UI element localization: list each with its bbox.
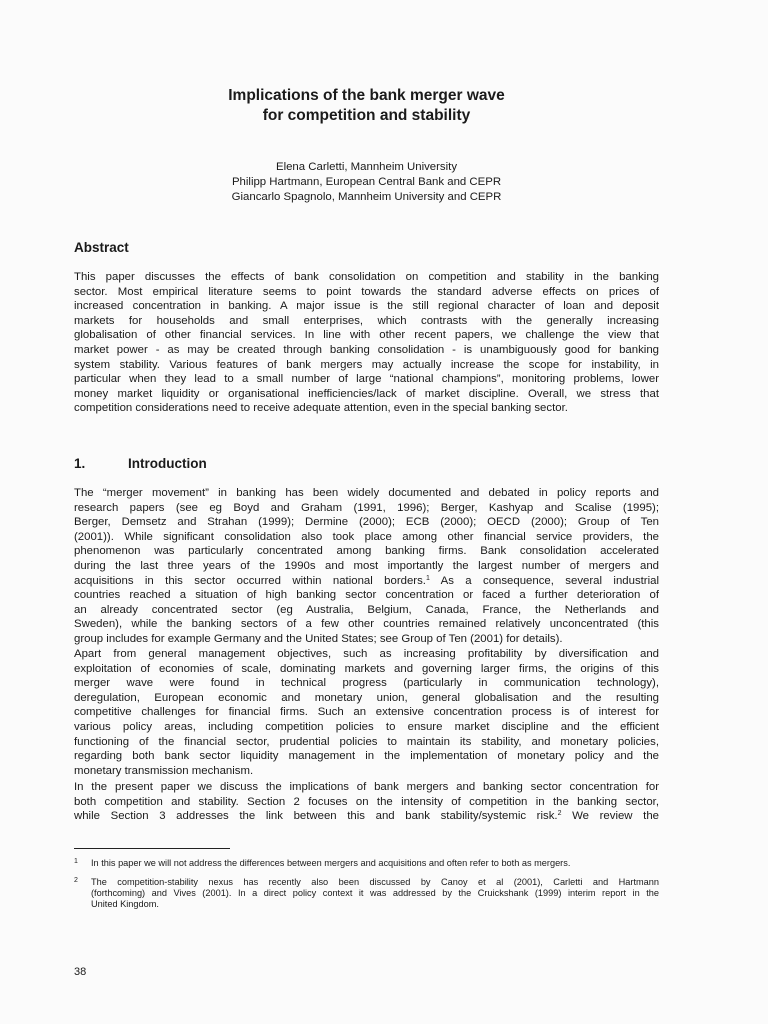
body-text: while Section 3 addresses the link between this and bank stability/systemic risk. bbox=[74, 810, 558, 823]
footnote-line: The competition-stability nexus has recently also been discussed by Canoy et al (2001), Carletti and Hartmann bbox=[91, 877, 659, 887]
footnote-1 bbox=[74, 858, 659, 869]
body-line: various policy areas, including competition policies to ensure market discipline and the efficient bbox=[74, 720, 659, 733]
body-line-with-footnote bbox=[74, 574, 659, 589]
body-text: As a consequence, several industrial bbox=[429, 574, 659, 587]
body-text: We review the bbox=[561, 810, 659, 823]
body-line: during the last three years of the 1990s and most importantly the largest number of mergers and bbox=[74, 559, 659, 572]
intro-paragraph-2 bbox=[74, 647, 659, 778]
abstract-line: This paper discusses the effects of bank consolidation on competition and stability in the banking bbox=[74, 271, 659, 283]
body-line: Sweden), while the banking sectors of a few other countries remained relatively unconcentrated (this bbox=[74, 618, 659, 631]
abstract-line: markets for households and small enterprises, which contrasts with the generally increasing bbox=[74, 314, 659, 327]
abstract-paragraph bbox=[74, 270, 659, 416]
footnote-divider bbox=[74, 848, 230, 849]
paper-title bbox=[74, 86, 659, 126]
intro-paragraph-3 bbox=[74, 780, 659, 824]
title-line-2: for competition and stability bbox=[262, 107, 471, 124]
abstract-line: system stability. Various features of bank mergers may actually increase the scope for instability, in bbox=[74, 358, 659, 371]
author-list bbox=[74, 160, 659, 204]
abstract-line: market power - as may be created through banking consolidation - is unambiguously good for banking bbox=[74, 343, 659, 356]
abstract-heading: Abstract bbox=[74, 240, 129, 255]
body-line: The “merger movement” in banking has been widely documented and debated in policy reports and bbox=[74, 487, 659, 499]
body-line: competitive challenges for financial firms. Such an extensive concentration process is of interest for bbox=[74, 706, 659, 719]
author-2: Philipp Hartmann, European Central Bank and CEPR bbox=[231, 175, 502, 188]
body-line: exploitation of economies of scale, dominating markets and governing larger firms, the origins of this bbox=[74, 662, 659, 675]
body-line: countries reached a situation of high banking sector concentration or faced a further deterioration of bbox=[74, 589, 659, 602]
footnote-line: (forthcoming) and Vives (2001). In a direct policy context it was addressed by the Cruickshank (1999) interim report in the bbox=[91, 888, 659, 899]
body-line: both competition and stability. Section 2 focuses on the intensity of competition in the banking sector, bbox=[74, 795, 659, 808]
body-line: deregulation, European economic and monetary union, general globalisation and the resulting bbox=[74, 691, 659, 704]
title-line-1: Implications of the bank merger wave bbox=[228, 87, 505, 104]
footnote-ref-2[interactable]: 2 bbox=[557, 810, 562, 818]
body-line: group includes for example Germany and the United States; see Group of Ten (2001) for details). bbox=[74, 632, 563, 645]
body-line: Berger, Demsetz and Strahan (1999); Dermine (2000); ECB (2000); OECD (2000); Group of Ten bbox=[74, 516, 659, 529]
body-line-with-footnote bbox=[74, 809, 659, 824]
abstract-line: particular when they lead to a small number of large “national champions”, monitoring problems, lower bbox=[74, 373, 659, 386]
intro-paragraph-1 bbox=[74, 486, 659, 647]
footnote-mark: 1 bbox=[74, 858, 78, 865]
body-line: (2001)). While significant consolidation also took place among other financial service providers, the bbox=[74, 530, 659, 543]
section-heading-introduction bbox=[74, 455, 659, 472]
footnote-2 bbox=[74, 877, 659, 911]
body-line: merger wave were found in technical progress (particularly in communication technology), bbox=[74, 677, 659, 690]
body-line: research papers (see eg Boyd and Graham (1991, 1996); Berger, Kashyap and Scalise (1995); bbox=[74, 501, 659, 514]
body-line: regarding both bank sector liquidity management in the implementation of monetary policy and the bbox=[74, 750, 659, 763]
author-1: Elena Carletti, Mannheim University bbox=[275, 161, 458, 173]
abstract-line: competition considerations need to receive adequate attention, even in the special banking sector. bbox=[74, 402, 568, 415]
footnote-line: United Kingdom. bbox=[91, 899, 159, 910]
footnote-line: In this paper we will not address the differences between mergers and acquisitions and often refer to both as mergers. bbox=[91, 858, 571, 868]
footnote-ref-1[interactable]: 1 bbox=[425, 574, 430, 582]
body-line: monetary transmission mechanism. bbox=[74, 764, 254, 777]
abstract-line: sector. Most empirical literature seems to point towards the standard adverse effects on prices of bbox=[74, 285, 659, 298]
abstract-line: globalisation of other financial services. In line with other recent papers, we challenge the view that bbox=[74, 329, 659, 342]
body-line: Apart from general management objectives, such as increasing profitability by diversification and bbox=[74, 648, 659, 660]
body-line: functioning of the financial sector, prudential policies to maintain its stability, and monetary policies, bbox=[74, 735, 659, 748]
body-line: In the present paper we discuss the implications of bank mergers and banking sector concentration for bbox=[74, 781, 659, 793]
footnote-mark: 2 bbox=[74, 877, 78, 884]
section-title: Introduction bbox=[128, 456, 207, 471]
abstract-line: increased concentration in banking. A major issue is the still regional character of loan and deposit bbox=[74, 300, 659, 313]
section-number: 1. bbox=[74, 456, 86, 471]
author-3: Giancarlo Spagnolo, Mannheim University and CEPR bbox=[231, 190, 502, 203]
body-text: acquisitions in this sector occurred within national borders. bbox=[74, 574, 426, 587]
body-line: phenomenon was particularly concentrated among banking firms. Bank consolidation accelerated bbox=[74, 545, 659, 558]
abstract-line: money market liquidity or organisational inefficiencies/lack of market discipline. Overall, we stress that bbox=[74, 387, 659, 400]
body-line: an already concentrated sector (eg Australia, Belgium, Canada, France, the Netherlands and bbox=[74, 603, 659, 616]
page-number: 38 bbox=[74, 966, 87, 978]
